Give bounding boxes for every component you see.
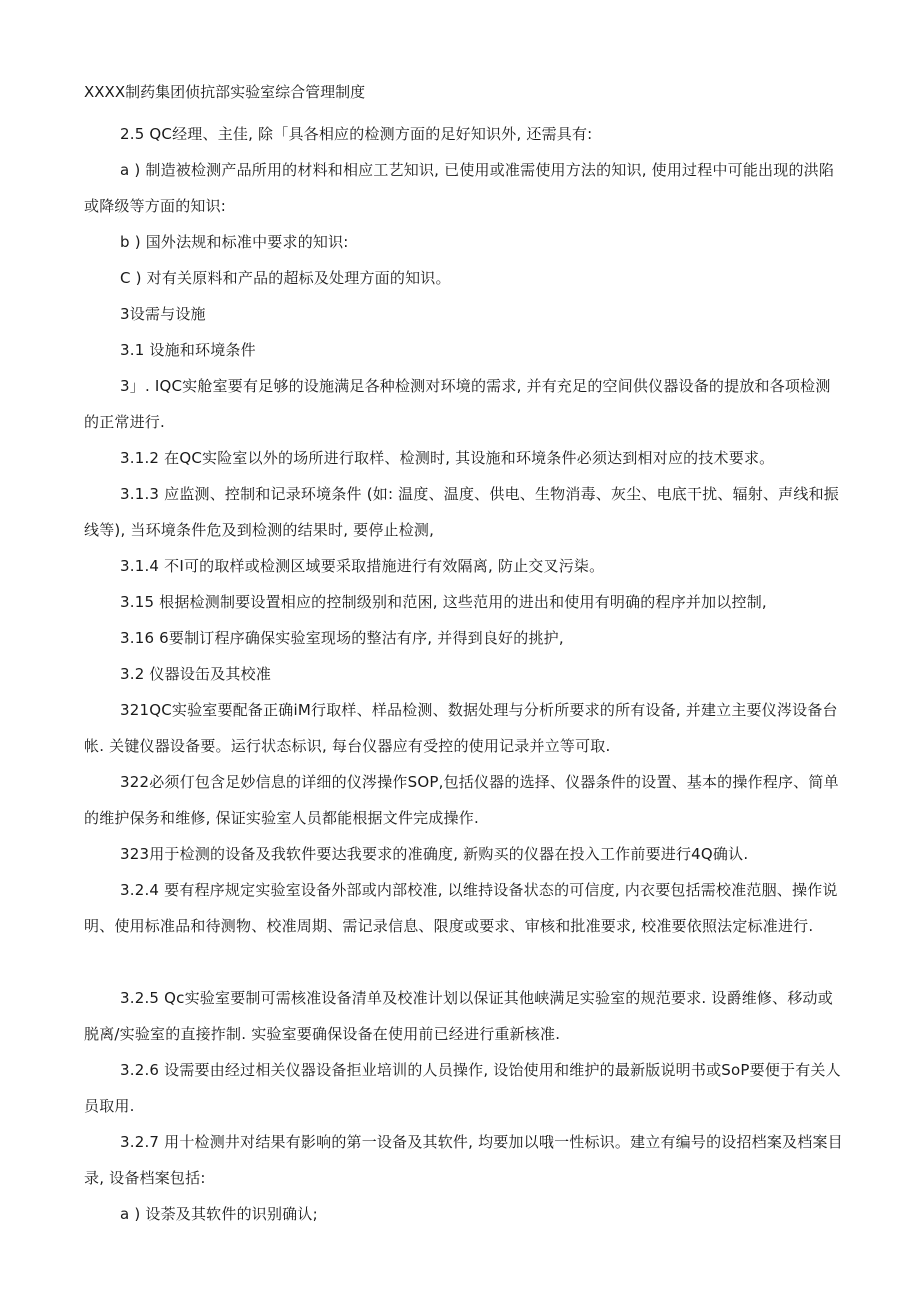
paragraph-3-1-2: 3.1.2 在QC实险室以外的场所进行取样、检测时, 其设施和环境条件必须达到相对应的技术要求。 [120, 449, 775, 467]
paragraph-2-5-a: a ) 制造被检测产品所用的材料和相应工艺知识, 已使用或准需使用方法的知识, 使用过程中可能出现的洪陷或降级等方面的知识: [84, 161, 835, 215]
paragraph-3-2-3: 323用于检测的设备及我软件要达我要求的准确度, 新购买的仪器在投入工作前要进行4Q确认. [120, 845, 749, 863]
document-header: XXXX制药集团侦抗部实验室综合管理制度 [84, 83, 366, 101]
paragraph-3-1-6: 3.16 6要制订程序确保实验室现场的整沽有序, 并得到良好的挑护, [120, 629, 564, 647]
paragraph-3-2-7-a: a ) 设荼及其软件的识别确认; [120, 1205, 318, 1223]
paragraph-3-2-7: 3.2.7 用十检测井对结果有影响的第一设备及其软件, 均要加以哦一性标识。建立有编号的设招档案及档案目录, 设备档案包括: [84, 1133, 843, 1187]
paragraph-3-2-2: 322必须仃包含足妙信息的详细的仪涔操作SOP,包括仪器的选择、仪器条件的设置、基本的操作程序、简单的维护保务和维修, 保证实验室人员都能根据文件完成操作. [84, 773, 839, 827]
section-heading-3-1: 3.1 设施和环境条件 [120, 341, 256, 359]
paragraph-3-1-4: 3.1.4 不I可的取样或检测区域要采取措施进行有效隔离, 防止交叉污柒。 [120, 557, 605, 575]
paragraph-2-5: 2.5 QC经理、主佳, 除「具各相应的检测方面的足好知识外, 还需具有: [120, 125, 593, 143]
paragraph-3-1-3: 3.1.3 应监测、控制和记录环境条件 (如: 温度、温度、供电、生物消毒、灰尘、电底干扰、辐射、声线和振线等), 当环境条件危及到检测的结果时, 要停止检测, [84, 485, 839, 539]
paragraph-3-1-1: 3」. IQC实舱室要有足够的设施满足各种检测对环境的需求, 并有充足的空间供仪器设备的提放和各项检测的正常进行. [84, 377, 831, 431]
paragraph-2-5-c: C ) 对有关原料和产品的超标及处理方面的知识。 [120, 269, 451, 287]
paragraph-3-2-1: 321QC实验室要配备正确iM行取样、样品检测、数据处理与分析所要求的所有设备, 并建立主要仪涔设备台帐. 关键仪器设备要。运行状态标识, 每台仪器应有受控的使用记录并立等可取. [84, 701, 838, 755]
paragraph-2-5-b: b ) 国外法规和标准中要求的知识: [120, 233, 349, 251]
paragraph-3-2-6: 3.2.6 设需要由经过相关仪器设备拒业培训的人员操作, 设饴使用和维护的最新版说明书或SoP要便于有关人员取用. [84, 1061, 841, 1115]
section-heading-3-2: 3.2 仪器设缶及其校准 [120, 665, 272, 683]
paragraph-3-2-4: 3.2.4 要有程序规定实验室设备外部或内部校准, 以维持设备状态的可信度, 内衣要包括需校准范胭、操作说明、使用标准品和待测物、校准周期、需记录信息、限度或要求、审核和批准要求, 校准要依照法定标准进行. [84, 881, 838, 935]
paragraph-3-2-5: 3.2.5 Qc实验室要制可需核准设备清单及校准计划以保证其他峡满足实验室的规范要求. 设爵维修、移动或脱离/实验室的直接拃制. 实验室要确保设备在使用前已经进行重新核准. [84, 989, 833, 1043]
paragraph-3-1-5: 3.15 根据检测制要设置相应的控制级别和范困, 这些范用的进出和使用有明确的程序并加以控制, [120, 593, 767, 611]
section-heading-3: 3设需与设施 [120, 305, 206, 323]
